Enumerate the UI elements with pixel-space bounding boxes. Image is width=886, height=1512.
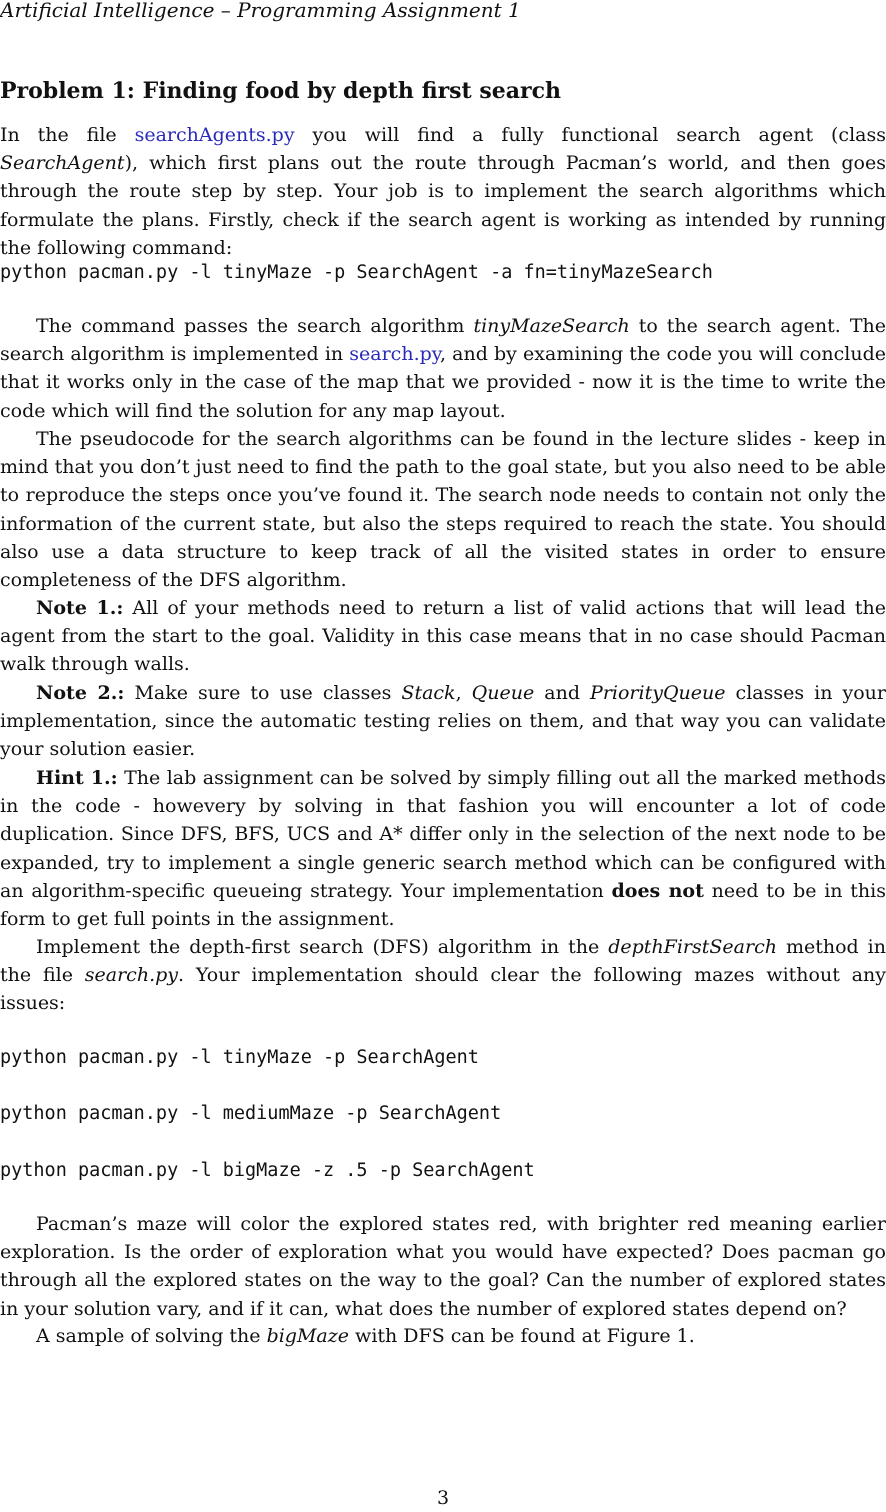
note-2-label: Note 2.: (36, 682, 125, 704)
command-tinymazesearch: python pacman.py -l tinyMaze -p SearchAgent -a fn=tinyMazeSearch (0, 262, 713, 283)
hint-1-paragraph: Hint 1.: The lab assignment can be solved by simply filling out all the marked methods in the code - howevery by solving in that fashion you will encounter a lot of code duplication. Since DFS, BFS, UCS and A* differ only in the selection of the next node to be expanded, try to implement a single generic search method which can be configured with an algorithm-specific queueing strategy. Your implementation does not need to be in this form to get full points in the assignment. (0, 767, 886, 931)
command-mediummaze: python pacman.py -l mediumMaze -p SearchAgent (0, 1103, 502, 1124)
section-title: Problem 1: Finding food by depth first search (0, 78, 561, 104)
page-number: 3 (436, 1487, 450, 1509)
pseudocode-paragraph: The pseudocode for the search algorithms can be found in the lecture slides - keep in mind that you don’t just need to find the path to the goal state, but you also need to be able to reproduce the steps once you’ve found it. The search node needs to contain not only the information of the current state, but also the steps required to reach the state. You should also use a data structure to keep track of all the visited states in order to ensure completeness of the DFS algorithm. (0, 428, 886, 592)
sample-paragraph: A sample of solving the bigMaze with DFS can be found at Figure 1. (36, 1325, 695, 1347)
maze-exploration-paragraph: Pacman’s maze will color the explored states red, with brighter red meaning earlier exploration. Is the order of exploration what you would have expected? Does pacman go through all the explored states on the way to the goal? Can the number of explored states in your solution vary, and if it can, what does the number of explored states depend on? (0, 1213, 886, 1320)
note-1-label: Note 1.: (36, 597, 124, 619)
search-file-link[interactable]: search.py (349, 343, 440, 366)
command-tinymaze: python pacman.py -l tinyMaze -p SearchAgent (0, 1047, 479, 1068)
note-1-paragraph: Note 1.: All of your methods need to return a list of valid actions that will lead the agent from the start to the goal. Validity in this case means that in no case should Pacman walk through walls. (0, 597, 886, 676)
class-name: SearchAgent (0, 152, 125, 175)
intro-paragraph: In the file searchAgents.py you will find a fully functional search agent (class SearchAgent), which first plans out the route through Pacman’s world, and then goes through the route step by step. Your job is to implement the search algorithms which formulate the plans. Firstly, check if the search agent is working as intended by running the following command: (0, 124, 886, 259)
command-bigmaze: python pacman.py -l bigMaze -z .5 -p SearchAgent (0, 1160, 535, 1181)
searchagents-file-link[interactable]: searchAgents.py (134, 124, 295, 146)
hint-1-label: Hint 1.: (36, 767, 118, 789)
implement-dfs-paragraph: Implement the depth-first search (DFS) algorithm in the depthFirstSearch method in the file search.py. Your implementation should clear the following mazes without any issues: (0, 936, 886, 1015)
running-header: Artificial Intelligence – Programming Assignment 1 (0, 0, 521, 22)
note-2-paragraph: Note 2.: Make sure to use classes Stack, Queue and PriorityQueue classes in your implementation, since the automatic testing relies on them, and that way you can validate your solution easier. (0, 682, 886, 761)
command-explanation-paragraph: The command passes the search algorithm tinyMazeSearch to the search agent. The search algorithm is implemented in search.py, and by examining the code you will conclude that it works only in the case of the map that we provided - now it is the time to write the code which will find the solution for any map layout. (0, 315, 886, 422)
